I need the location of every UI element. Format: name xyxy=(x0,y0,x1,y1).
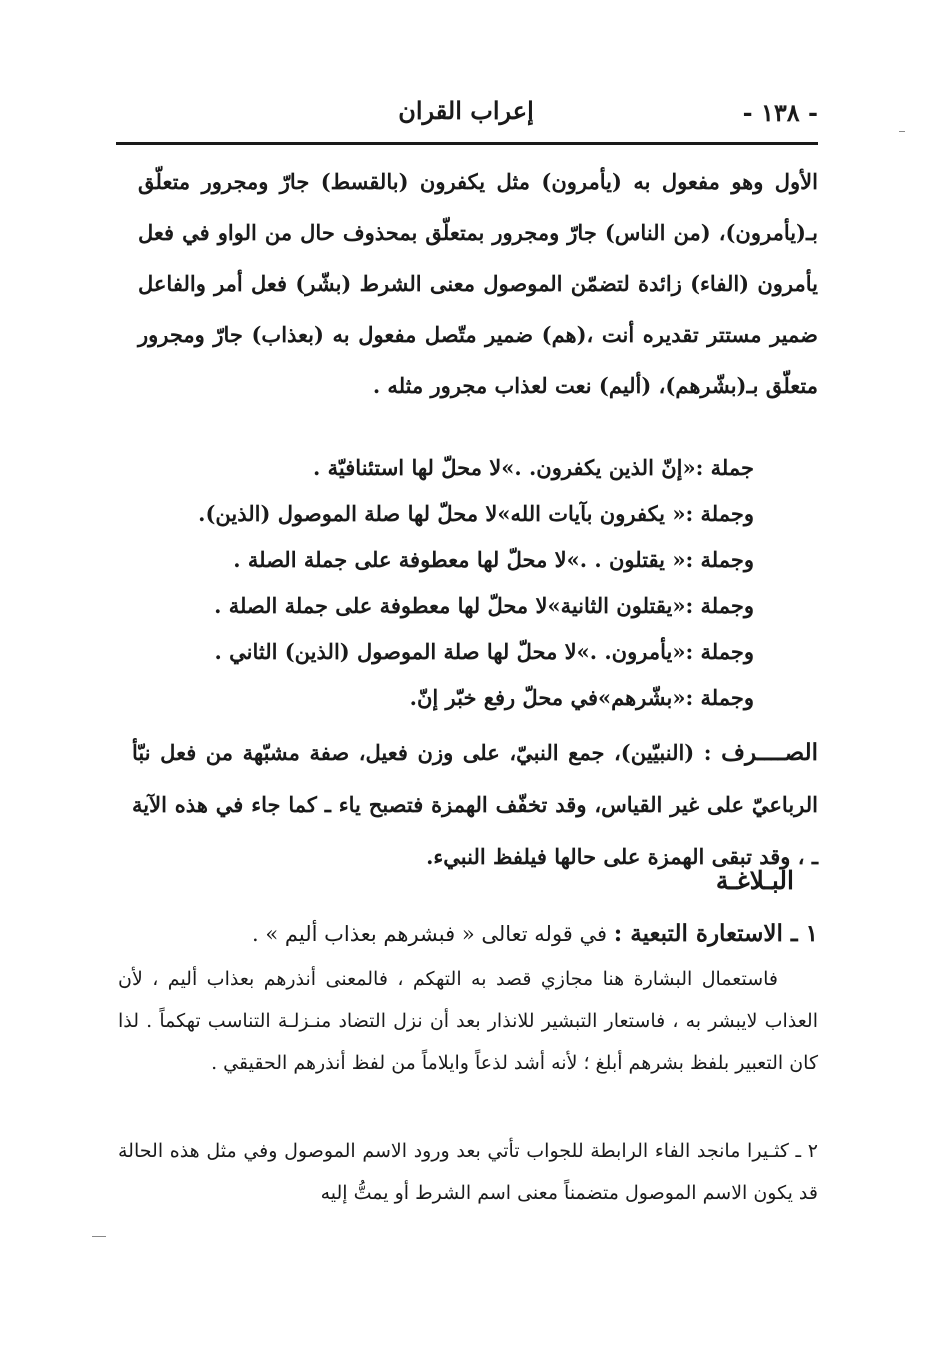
sentence-item: وجملة :«بشّرهم»في محلّ رفع خبّر إنّ. xyxy=(409,685,754,710)
sentence-item: وجملة :«يأمرون. .»لا محلّ لها صلة الموصول (الذين) الثاني . xyxy=(214,639,754,664)
sentence-item: وجملة :« يكفرون بآيات الله»لا محلّ لها صلة الموصول (الذين). xyxy=(198,501,754,526)
sentence-item: جملة :«إنّ الذين يكفرون. .»لا محلّ لها استئنافيّة . xyxy=(313,455,754,480)
balagha-item1-body: فاستعمال البشارة هنا مجازي قصد به التهكم ، فالمعنى أنذرهم بعذاب أليم ، لأن العذاب لايبشر به ، فاستعار التبشير للانذار بعد أن نزل التضاد منـزلـة التناسب تهكماً . لذا كان التعبير بلفظ بشرهم أبلغ ؛ لأنه أشد لذعاً وايلاماً من لفظ أنذرهم الحقيقي . xyxy=(118,968,818,1074)
margin-mark xyxy=(92,1236,106,1237)
sarf-paragraph xyxy=(132,727,818,883)
irab-paragraph: الأول وهو مفعول به (يأمرون) مثل يكفرون (بالقسط) جارّ ومجرور متعلّق بـ(يأمرون)، (من الناس) جارّ ومجرور بمتعلّق بمحذوف حال من الواو في فعل يأمرون (الفاء) زائدة لتضمّن الموصول معنى الشرط (بشّر) فعل أمر والفاعل ضمير مستتر تقديره أنت ،(هم) ضمير متّصل مفعول به (بعذاب) جارّ ومجرور متعلّق بـ(بشّرهم)، (أليم) نعت لعذاب مجرور مثله . xyxy=(138,169,818,398)
header-rule xyxy=(116,142,818,145)
sentence-item: وجملة :« يقتلون . .»لا محلّ لها معطوفة على جملة الصلة . xyxy=(233,547,754,572)
balagha-item1-heading xyxy=(138,914,818,954)
sarf-text: : (النبيّين)، جمع النبيّ، على وزن فعيل، صفة مشبّهة من فعل نبّأ الرباعيّ على غير القياس، وقد تخفّف الهمزة فتصبح ياء ـ كما جاء في هذه الآية ـ ، وقد تبقى الهمزة على حالها فيلفظ النبيء. xyxy=(132,740,818,869)
balagha-item2: ٢ ـ كثـيرا مانجد الفاء الرابطة للجواب تأتي بعد ورود الاسم الموصول وفي مثل هذه الحالة قد يكون الاسم الموصول متضمناً معنى اسم الشرط أو يمتُّ إليه xyxy=(118,1140,818,1204)
running-title: إعراب القران xyxy=(398,96,534,125)
balagha-heading: البـلاغـة xyxy=(715,866,794,895)
sentence-item: وجملة :«يقتلون الثانية»لا محلّ لها معطوفة على جملة الصلة . xyxy=(214,593,754,618)
sentences-list xyxy=(134,445,754,721)
balagha-item1-quote: في قوله تعالى « فبشرهم بعذاب أليم » . xyxy=(252,922,608,946)
page-header xyxy=(116,92,818,140)
page-number: - ١٣٨ - xyxy=(742,98,818,127)
sarf-label: الصــــرف xyxy=(721,739,819,766)
balagha-item1-label: ١ ـ الاستعارة التبعية : xyxy=(613,920,818,947)
margin-mark xyxy=(899,131,905,132)
